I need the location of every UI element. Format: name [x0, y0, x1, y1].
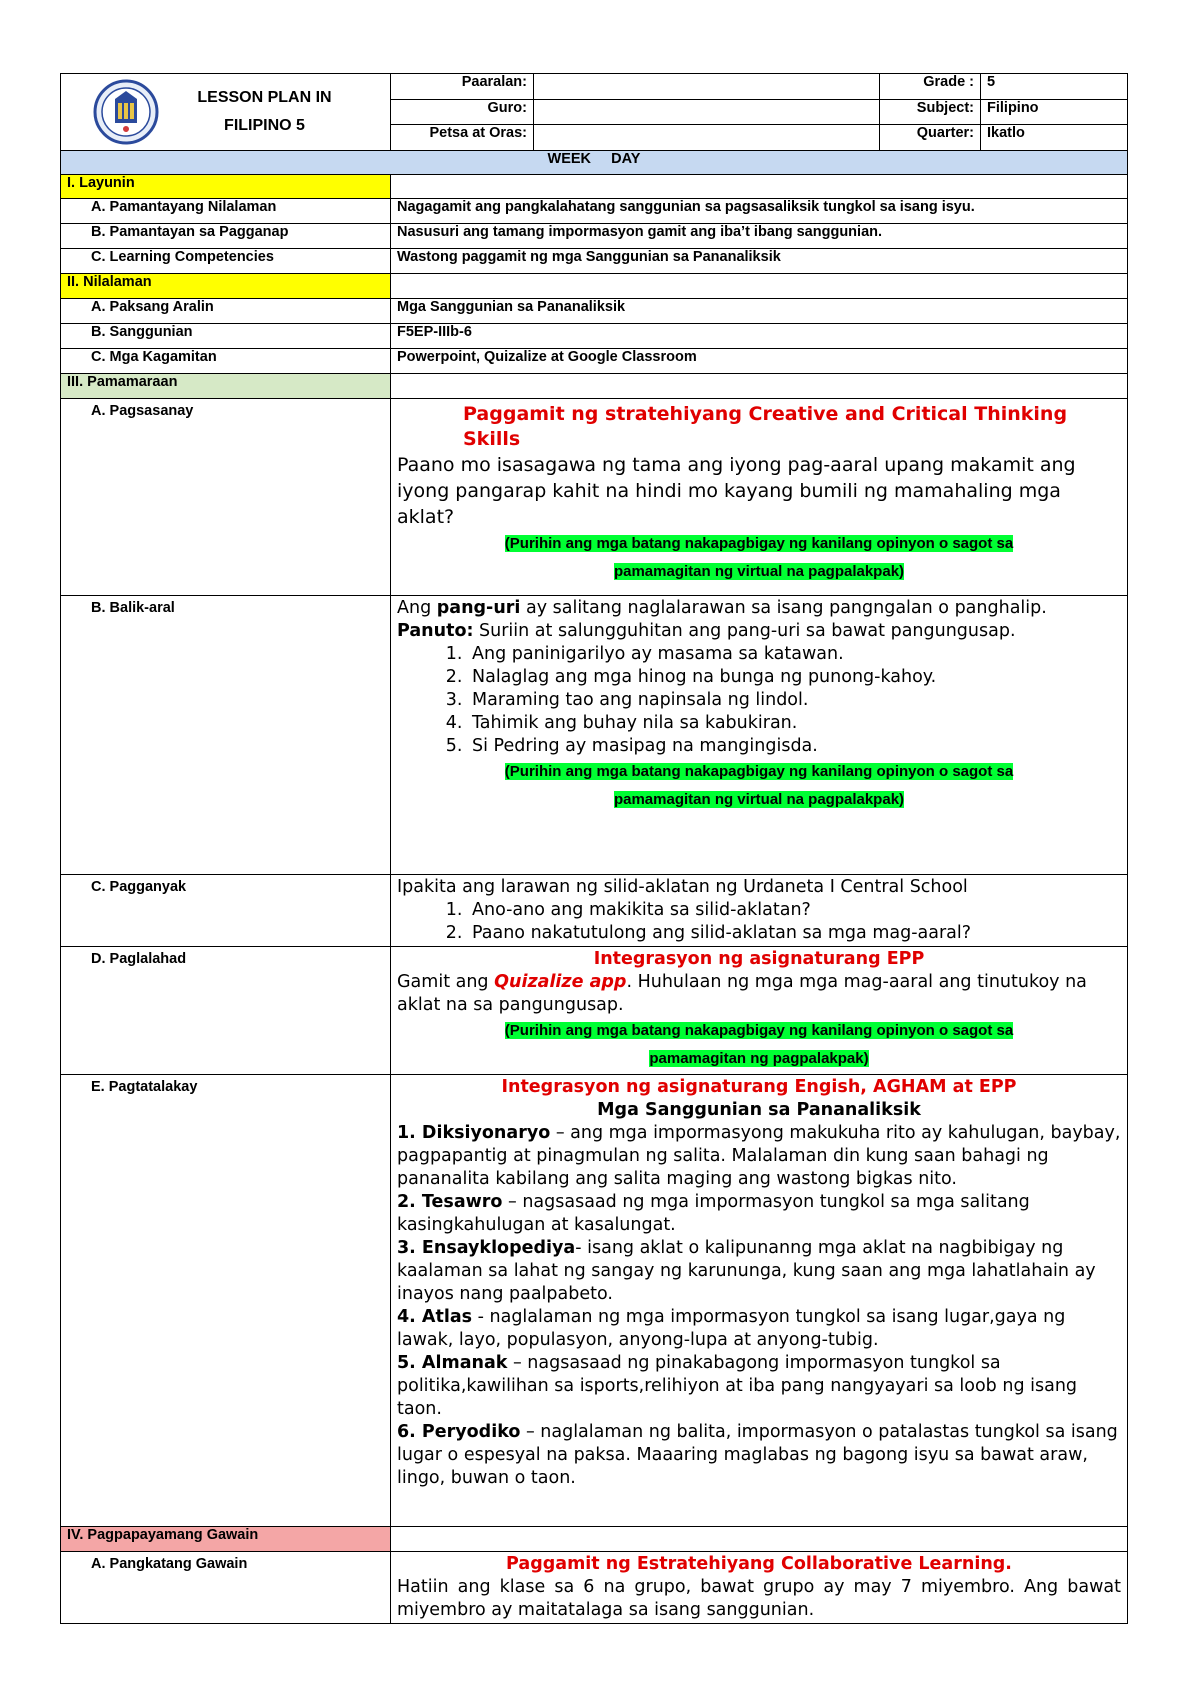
paglalahad-praise-line-2: pamamagitan ng pagpalakpak)	[649, 1050, 869, 1067]
list-item: 2. Paano nakatutulong ang silid-aklatan sa mga mag-aaral?	[468, 922, 1121, 945]
pagsasanay-praise-line-2: pamamagitan ng virtual na pagpalakpak)	[613, 563, 905, 580]
grade-label: Grade :	[880, 74, 981, 100]
quarter-label: Quarter:	[880, 125, 981, 151]
list-item	[397, 1237, 1121, 1306]
text-pre: Gamit ang	[397, 972, 495, 992]
list-item	[397, 1306, 1121, 1352]
intro-post: ay salitang naglalarawan sa isang pangngalan o panghalip.	[520, 598, 1047, 618]
paglalahad-praise-line-1: (Purihin ang mga batang nakapagbigay ng kanilang opinyon o sagot sa	[504, 1022, 1014, 1039]
list-item: 2. Nalaglag ang mga hinog na bunga ng punong-kahoy.	[468, 666, 1121, 689]
balik-aral-panuto	[397, 620, 1121, 643]
paaralan-label: Paaralan:	[391, 74, 534, 100]
pagsasanay-heading: Paggamit ng stratehiyang Creative and Critical Thinking Skills	[463, 403, 1068, 450]
paglalahad-content	[391, 947, 1128, 1075]
balik-aral-label: B. Balik-aral	[61, 596, 391, 875]
list-item: 1. Ano-ano ang makikita sa silid-aklatan?	[468, 899, 1121, 922]
paglalahad-label: D. Paglalahad	[61, 947, 391, 1075]
paaralan-value	[534, 74, 880, 100]
pagtatalakay-subheading: Mga Sanggunian sa Pananaliksik	[597, 1100, 921, 1120]
list-item: 3. Maraming tao ang napinsala ng lindol.	[468, 689, 1121, 712]
panuto-text: Suriin at salungguhitan ang pang-uri sa bawat pangungusap.	[473, 621, 1016, 641]
layunin-empty	[391, 175, 1128, 199]
list-item	[397, 1191, 1121, 1237]
balik-aral-list	[397, 643, 1121, 758]
kagamitan-value: Powerpoint, Quizalize at Google Classroom	[391, 349, 1128, 374]
title-line-2: FILIPINO 5	[224, 117, 305, 134]
list-item	[397, 1421, 1121, 1490]
header-title-cell	[61, 74, 391, 151]
balik-aral-content	[391, 596, 1128, 875]
sanggunian-label: B. Sanggunian	[61, 324, 391, 349]
subject-label: Subject:	[880, 99, 981, 125]
lesson-plan-table	[60, 73, 1128, 1624]
pagtatalakay-heading: Integrasyon ng asignaturang Engish, AGHAM at EPP	[501, 1077, 1017, 1097]
list-item: 1. Ang paninigarilyo ay masama sa katawan.	[468, 643, 1121, 666]
pagganyak-intro: Ipakita ang larawan ng silid-aklatan ng Urdaneta I Central School	[397, 877, 968, 897]
pamantayan-pagganap-label: B. Pamantayan sa Pagganap	[61, 224, 391, 249]
title-line-1: LESSON PLAN IN	[197, 89, 332, 106]
pagganyak-content	[391, 875, 1128, 947]
sanggunian-value: F5EP-IIIb-6	[391, 324, 1128, 349]
pagtatalakay-label: E. Pagtatalakay	[61, 1075, 391, 1527]
intro-pre: Ang	[397, 598, 437, 618]
pagpapayaman-empty	[391, 1527, 1128, 1552]
subject-value: Filipino	[981, 99, 1128, 125]
pagsasanay-label: A. Pagsasanay	[61, 399, 391, 596]
quarter-value: Ikatlo	[981, 125, 1128, 151]
petsa-value	[534, 125, 880, 151]
nilalaman-empty	[391, 274, 1128, 299]
paksang-label: A. Paksang Aralin	[61, 299, 391, 324]
desc: – nagsasaad ng mga impormasyon tungkol sa mga salitang kasingkahulugan at kasalungat.	[397, 1192, 1030, 1235]
balik-aral-praise-line-1: (Purihin ang mga batang nakapagbigay ng kanilang opinyon o sagot sa	[504, 763, 1014, 780]
pagganyak-label: C. Pagganyak	[61, 875, 391, 947]
list-item: 5. Si Pedring ay masipag na mangingisda.	[468, 735, 1121, 758]
pagsasanay-praise	[397, 530, 1121, 586]
term: 3. Ensayklopediya	[397, 1238, 576, 1258]
term: 4. Atlas	[397, 1307, 473, 1327]
balik-aral-intro	[397, 597, 1121, 620]
section-pagpapayaman: IV. Pagpapayamang Gawain	[61, 1527, 391, 1552]
desc: – naglalaman ng balita, impormasyon o patalastas tungkol sa isang lugar o espesyal na paksa. Maaaring maglabas ng bagong isyu sa bawat araw, lingo, buwan o taon.	[397, 1422, 1118, 1488]
pangkatang-text: Hatiin ang klase sa 6 na grupo, bawat grupo ay may 7 miyembro. Ang bawat miyembro ay maitatalaga sa isang sanggunian.	[397, 1577, 1121, 1620]
pangkatang-content	[391, 1552, 1128, 1624]
text-post: . Huhulaan ng mga mga mag-aaral ang tinutukoy na aklat na sa pangungusap.	[397, 972, 1087, 1015]
learning-comp-value: Wastong paggamit ng mga Sanggunian sa Pananaliksik	[391, 249, 1128, 274]
term: 6. Peryodiko	[397, 1422, 521, 1442]
pamamaraan-empty	[391, 374, 1128, 399]
desc: – ang mga impormasyong makukuha rito ay kahulugan, baybay, pagpapantig at pinagmulan ng salita. Malalaman din kung saan bahagi ng pananalita kabilang ang salita maging ang wastong bigkas nito.	[397, 1123, 1121, 1189]
paglalahad-praise	[397, 1017, 1121, 1073]
term: 2. Tesawro	[397, 1192, 503, 1212]
petsa-label: Petsa at Oras:	[391, 125, 534, 151]
paksang-value: Mga Sanggunian sa Pananaliksik	[391, 299, 1128, 324]
desc: - isang aklat o kalipunanng mga aklat na nagbibigay ng kaalaman sa lahat ng sangay ng karunungа, kung saan ang mga lahatlahain ay inayos nang paalpabeto.	[397, 1238, 1096, 1304]
learning-comp-label: C. Learning Competencies	[61, 249, 391, 274]
pamantayang-nilalaman-value: Nagagamit ang pangkalahatang sanggunian sa pagsasaliksik tungkol sa isang isyu.	[391, 199, 1128, 224]
pagsasanay-praise-line-1: (Purihin ang mga batang nakapagbigay ng kanilang opinyon o sagot sa	[504, 535, 1014, 552]
quizalize-app-text: Quizalize app	[494, 972, 627, 992]
deped-seal-logo	[93, 79, 159, 145]
pamantayang-nilalaman-label: A. Pamantayang Nilalaman	[61, 199, 391, 224]
intro-bold: pang-uri	[436, 598, 521, 618]
section-pamamaraan: III. Pamamaraan	[61, 374, 391, 399]
balik-aral-praise-line-2: pamamagitan ng virtual na pagpalakpak)	[613, 791, 905, 808]
paglalahad-heading: Integrasyon ng asignaturang EPP	[593, 949, 925, 969]
list-item	[397, 1352, 1121, 1421]
section-nilalaman: II. Nilalaman	[61, 274, 391, 299]
list-item	[397, 1122, 1121, 1191]
term: 5. Almanak	[397, 1353, 508, 1373]
paglalahad-text	[397, 971, 1121, 1017]
kagamitan-label: C. Mga Kagamitan	[61, 349, 391, 374]
desc: - naglalaman ng mga impormasyon tungkol sa isang lugar,gaya ng lawak, layo, populasyon, anyong-lupa at anyong-tubig.	[397, 1307, 1066, 1350]
grade-value: 5	[981, 74, 1128, 100]
section-layunin: I. Layunin	[61, 175, 391, 199]
week-day-row: WEEK DAY	[61, 151, 1128, 175]
pamantayan-pagganap-value: Nasusuri ang tamang impormasyon gamit ang iba’t ibang sanggunian.	[391, 224, 1128, 249]
guro-label: Guro:	[391, 99, 534, 125]
pangkatang-heading: Paggamit ng Estratehiyang Collaborative Learning.	[506, 1554, 1012, 1574]
term: 1. Diksiyonaryo	[397, 1123, 551, 1143]
lesson-plan-sheet	[60, 73, 1127, 1624]
pagsasanay-content	[391, 399, 1128, 596]
panuto-label: Panuto:	[397, 621, 474, 641]
guro-value	[534, 99, 880, 125]
list-item: 4. Tahimik ang buhay nila sa kabukiran.	[468, 712, 1121, 735]
balik-aral-praise	[397, 758, 1121, 814]
pangkatang-label: A. Pangkatang Gawain	[61, 1552, 391, 1624]
desc: – nagsasaad ng pinakabagong impormasyon tungkol sa politika,kawilihan sa isports,relihiyon at iba pang nangyayari sa loob ng isang taon.	[397, 1353, 1078, 1419]
pagganyak-list	[397, 899, 1121, 945]
pagtatalakay-content	[391, 1075, 1128, 1527]
pagsasanay-question: Paano mo isasagawa ng tama ang iyong pag-aaral upang makamit ang iyong pangarap kahit na hindi mo kayang bumili ng mamahaling mga aklat?	[397, 454, 1076, 528]
